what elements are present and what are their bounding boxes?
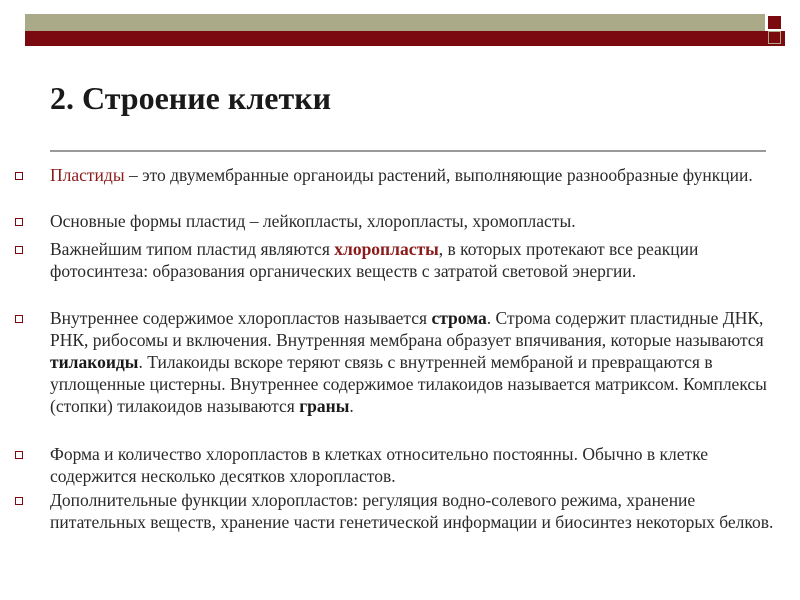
square-bullet-icon <box>15 172 23 180</box>
bullet-3-after: , в которых протекают все реакции фотосинтеза: образования органических веществ с затратой световой энергии. <box>50 239 699 281</box>
bullet-1-text: – это двумембранные органоиды растений, выполняющие разнообразные функции. <box>124 165 753 185</box>
bullet-6-text: Дополнительные функции хлоропластов: регуляция водно-солевого режима, хранение питательных веществ, хранение части генетической информации и биосинтез некоторых белков. <box>50 490 774 532</box>
term-chloroplasts: хлоропласты <box>334 239 439 259</box>
bullet-2-text: Основные формы пластид – лейкопласты, хлоропласты, хромопласты. <box>50 211 576 231</box>
term-grana: граны <box>299 396 350 416</box>
bullet-text <box>50 443 790 487</box>
term-plastids: Пластиды <box>50 165 125 185</box>
bullet-4-part-2: . Строма содержит пластидные ДНК, РНК, рибосомы и включения. Внутренняя мембрана образует впячивания, которые называются <box>50 308 764 350</box>
bullet-text <box>50 489 790 533</box>
bullet-5-text: Форма и количество хлоропластов в клетках относительно постоянны. Обычно в клетке содержится несколько десятков хлоропластов. <box>50 444 709 486</box>
square-bullet-icon <box>15 218 23 226</box>
bullet-text <box>50 164 790 186</box>
square-bullet-icon <box>15 497 23 505</box>
term-thylakoids: тилакоиды <box>50 352 139 372</box>
bullet-text <box>50 307 790 417</box>
bullet-text <box>50 210 790 232</box>
bullet-4-part-1: Внутреннее содержимое хлоропластов называется <box>50 308 432 328</box>
square-bullet-icon <box>15 451 23 459</box>
square-bullet-icon <box>15 315 23 323</box>
bullet-4-part-4: . <box>349 396 354 416</box>
term-stroma: строма <box>431 308 487 328</box>
bullet-3-before: Важнейшим типом пластид являются <box>50 239 335 259</box>
bullet-4-part-3: . Тилакоиды вскоре теряют связь с внутренней мембраной и превращаются в уплощенные цистерны. Внутреннее содержимое тилакоидов называется матриксом. Комплексы (стопки) тилакоидов называются <box>50 352 767 416</box>
slide-title: 2. Строение клетки <box>50 80 332 116</box>
square-bullet-icon <box>15 246 23 254</box>
bullet-text <box>50 238 790 282</box>
